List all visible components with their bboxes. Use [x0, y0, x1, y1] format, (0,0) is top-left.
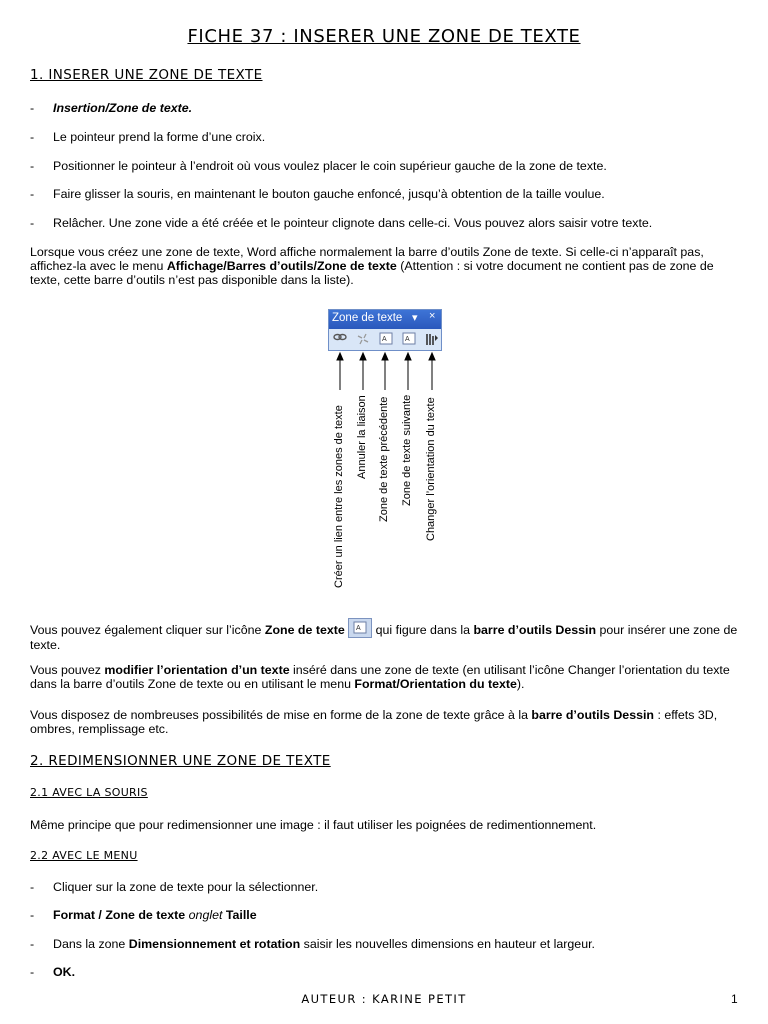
list-item: Positionner le pointeur à l’endroit où vous voulez placer le coin supérieur gauche de la zone de texte.: [53, 159, 607, 173]
paragraph-formatting: Vous disposez de nombreuses possibilités de mise en forme de la zone de texte grâce à la barre d’outils Dessin : effets 3D, ombres, remplissage etc.: [30, 708, 718, 736]
close-icon: ×: [429, 310, 436, 322]
list-item: Format / Zone de texte onglet Taille: [53, 908, 257, 922]
subsection-2-1-heading: 2.1 AVEC LA SOURIS: [30, 786, 148, 799]
list-item: Relâcher. Une zone vide a été créée et le pointeur clignote dans celle-ci. Vous pouvez alors saisir votre texte.: [53, 216, 653, 230]
page-number: 1: [731, 992, 738, 1006]
toolbar-title-bar: [329, 310, 441, 329]
section-1-heading: 1. INSERER UNE ZONE DE TEXTE: [30, 67, 263, 83]
paragraph-toolbar-info: Lorsque vous créez une zone de texte, Word affiche normalement la barre d’outils Zone de texte. Si celle-ci n’apparaît pas, affichez-la avec le menu Affichage/Barres d’outils/Zone de texte (Attention : si votre document ne contient pas de zone de texte, cette barre d’outils n’est pas disponible dans la liste).: [30, 245, 714, 287]
toolbar-arrows: [328, 350, 448, 390]
svg-text:A: A: [356, 625, 361, 632]
subsection-2-2-heading: 2.2 AVEC LE MENU: [30, 849, 138, 862]
list-item: Cliquer sur la zone de texte pour la sélectionner.: [53, 880, 319, 894]
svg-text:A: A: [382, 336, 387, 343]
bullet-dash: -: [30, 159, 35, 173]
list-item: OK.: [53, 965, 76, 979]
label-next: Zone de texte suivante: [401, 394, 413, 506]
list-item: Dans la zone Dimensionnement et rotation saisir les nouvelles dimensions en hauteur et largeur.: [53, 937, 595, 951]
bullet-dash: -: [30, 187, 35, 201]
bullet-dash: -: [30, 130, 35, 144]
svg-text:A: A: [405, 336, 410, 343]
bullet-dash: -: [30, 216, 35, 230]
bullet-dash: -: [30, 908, 35, 922]
text-box-toolbar: [328, 309, 442, 351]
label-cancel-link: Annuler la liaison: [356, 395, 368, 479]
next-text-box-icon: [401, 332, 417, 347]
text-box-icon: [348, 618, 372, 638]
section-2-heading: 2. REDIMENSIONNER UNE ZONE DE TEXTE: [30, 753, 331, 769]
footer-author: AUTEUR : KARINE PETIT: [301, 992, 467, 1006]
previous-text-box-icon: [378, 332, 394, 347]
paragraph-mouse: Même principe que pour redimensionner une image : il faut utiliser les poignées de redimentionnement.: [30, 818, 597, 832]
chevron-down-icon: ▾: [412, 312, 418, 324]
page-title: FICHE 37 : INSERER UNE ZONE DE TEXTE: [187, 26, 581, 47]
list-item: Insertion/Zone de texte.: [53, 101, 193, 115]
list-item: Faire glisser la souris, en maintenant le bouton gauche enfoncé, jusqu’à obtention de la taille voulue.: [53, 187, 605, 201]
bullet-dash: -: [30, 965, 35, 979]
text-direction-icon: [424, 332, 440, 347]
label-create-link: Créer un lien entre les zones de texte: [333, 405, 345, 588]
link-icon: [332, 332, 348, 347]
bullet-dash: -: [30, 101, 35, 115]
toolbar-title: Zone de texte: [332, 312, 403, 324]
paragraph-icon-info: Vous pouvez également cliquer sur l’icône Zone de texte A qui figure dans la barre d’outils Dessin pour insérer une zone de texte.: [30, 618, 742, 652]
list-item: Le pointeur prend la forme d’une croix.: [53, 130, 266, 144]
bullet-dash: -: [30, 937, 35, 951]
bullet-dash: -: [30, 880, 35, 894]
break-link-icon: [355, 332, 371, 347]
label-orientation: Changer l’orientation du texte: [425, 397, 437, 541]
label-previous: Zone de texte précédente: [378, 396, 390, 522]
paragraph-orientation: Vous pouvez modifier l’orientation d’un texte inséré dans une zone de texte (en utilisant l’icône Changer l’orientation du texte dans la barre d’outils Zone de texte ou en utilisant le menu Format/Orientation du texte).: [30, 663, 730, 691]
